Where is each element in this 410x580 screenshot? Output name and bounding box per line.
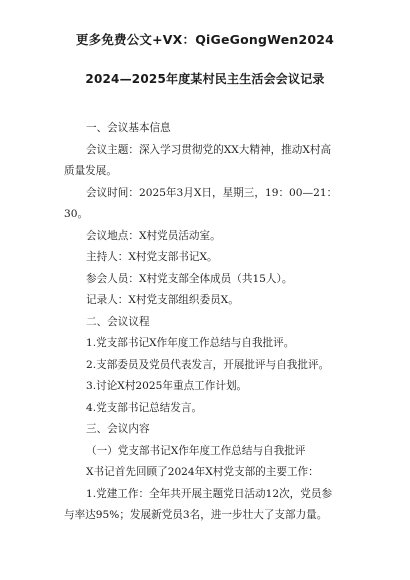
section-heading-agenda: 二、会议议程 xyxy=(86,315,150,328)
agenda-item-1: 1.党支部书记X作年度工作总结与自我批评。 xyxy=(86,337,295,349)
content-item-1: 1.党建工作：全年共开展主题党日活动12次，党员参 xyxy=(86,487,333,500)
subsection-heading-1: （一）党支部书记X作年度工作总结与自我批评 xyxy=(86,444,306,457)
content-item-1-cont: 与率达95%；发展新党员3名，进一步壮大了支部力量。 xyxy=(64,509,328,521)
meeting-time-line: 会议时间：2025年3月X日，星期三，19：00—21： xyxy=(86,186,338,199)
meeting-topic-line: 会议主题：深入学习贯彻党的XX大精神，推动X村高 xyxy=(86,143,332,156)
agenda-item-2: 2.支部委员及党员代表发言，开展批评与自我批评。 xyxy=(86,358,330,371)
host-line: 主持人：X村党支部书记X。 xyxy=(86,251,218,263)
section-heading-content: 三、会议内容 xyxy=(86,423,150,435)
meeting-topic-line-cont: 质量发展。 xyxy=(64,165,117,177)
attendees-line: 参会人员：X村党支部全体成员（共15人）。 xyxy=(86,272,293,285)
document-title: 2024—2025年度某村民主生活会会议记录 xyxy=(85,72,325,86)
document-body xyxy=(64,118,348,527)
agenda-item-4: 4.党支部书记总结发言。 xyxy=(86,401,203,414)
section-heading-basic-info: 一、会议基本信息 xyxy=(86,122,171,134)
header-note: 更多免费公文+VX：QiGeGongWen2024 xyxy=(75,32,335,47)
meeting-location-line: 会议地点：X村党员活动室。 xyxy=(86,229,221,242)
content-paragraph-intro: X书记首先回顾了2024年X村党支部的主要工作： xyxy=(86,466,319,478)
recorder-line: 记录人：X村党支部组织委员X。 xyxy=(86,294,239,306)
meeting-time-line-cont: 30。 xyxy=(64,208,89,220)
agenda-item-3: 3.讨论X村2025年重点工作计划。 xyxy=(86,380,248,392)
